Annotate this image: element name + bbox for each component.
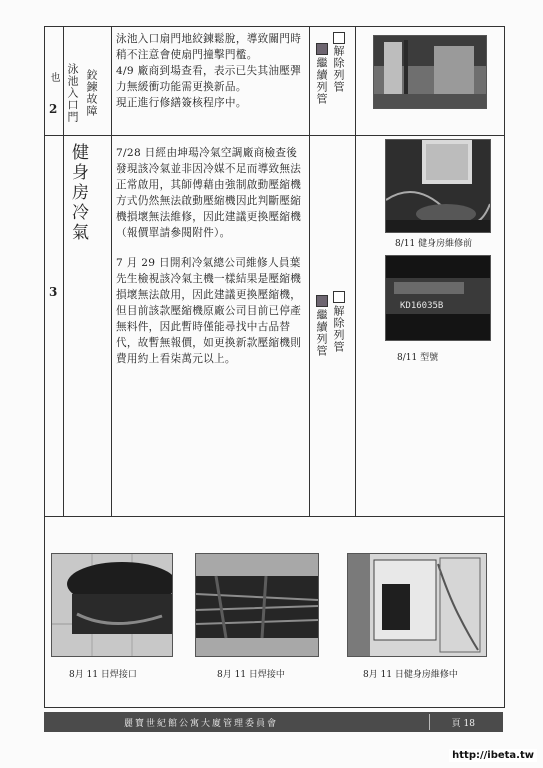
col-divider [309,27,310,516]
row-3-number: 3 [49,285,58,299]
gym-ac-before-photo [385,139,491,233]
footer-bar [44,712,503,732]
col-divider [355,27,356,516]
row-2-description [116,31,304,111]
row-2-desc-line: 現正進行修繕簽核程序中。 [116,97,247,109]
row-divider [45,516,504,517]
row-2-desc-line: 4/9 廠商到場查看，表示已失其油壓彈力無緩衝功能需更換新品。 [116,65,302,93]
row-2-issue: 鉸鍊故障 [85,69,98,117]
door-hinge-photo [373,35,487,109]
row-2-number: 2 [49,102,58,116]
welding-photo [195,553,319,657]
row-2-desc-line: 泳池入口扇門地絞鍊鬆脫，導致關門時稍不注意會使扇門撞擊門檻。 [116,33,302,61]
gym-repair-caption: 8月 11 日健身房維修中 [363,670,458,680]
row-2-item-cut: 也 [48,72,59,83]
row-2-remove-checkbox[interactable] [333,32,345,44]
col-divider [63,27,64,516]
row-3-remove-label: 解除列管 [332,305,345,353]
gym-ac-before-caption: 8/11 健身房維修前 [395,239,473,249]
row-2-item: 泳池入口門 [66,63,79,123]
row-3-continue-label: 繼續列管 [315,309,328,357]
row-3-description [116,145,304,367]
row-3-item: 健身房冷氣 [68,143,88,243]
row-3-desc-paragraph: 7/28 日經由坤瑒冷氣空調廠商檢查後發現該冷氣並非因冷媒不足而導致無法正常啟用，其師傅藉由強制啟動壓縮機方式仍然無法啟動壓縮機因此判斷壓縮機損壞無法維修，因此建議更換壓縮機（報價單請參閱附件）。 [116,147,302,239]
row-2-continue-label: 繼續列管 [315,57,328,105]
gym-repair-photo [347,553,487,657]
welding-caption: 8月 11 日焊接中 [217,670,285,680]
row-2-remove-label: 解除列管 [332,45,345,93]
table-frame [44,26,505,708]
compressor-model-photo [385,255,491,341]
row-3-remove-checkbox[interactable] [333,291,345,303]
compressor-model-caption: 8/11 型號 [397,353,439,363]
row-divider [45,135,504,136]
compressor-model-label: KD16035B [400,301,444,311]
page-number: 頁 18 [451,719,475,729]
row-3-desc-paragraph: 7 月 29 日開利冷氣總公司維修人員葉先生檢視該冷氣主機一樣結果是壓縮機損壞無法啟用，因此建議更換壓縮機，但目前該款壓縮機原廠公司目前已停產無料件，因此暫時僅能尋找中古品替代，故暫無報價，如更換新款壓縮機則費用約上看柒萬元以上。 [116,257,302,365]
watermark-url: http://ibeta.tw [449,749,537,762]
col-divider [111,27,112,516]
weld-joint-caption: 8月 11 日焊接口 [69,670,137,680]
row-3-continue-checkbox[interactable] [316,295,328,307]
weld-joint-photo [51,553,173,657]
committee-title: 麗寶世紀館公寓大廈管理委員會 [124,719,279,729]
footer-divider [429,714,430,730]
row-2-continue-checkbox[interactable] [316,43,328,55]
